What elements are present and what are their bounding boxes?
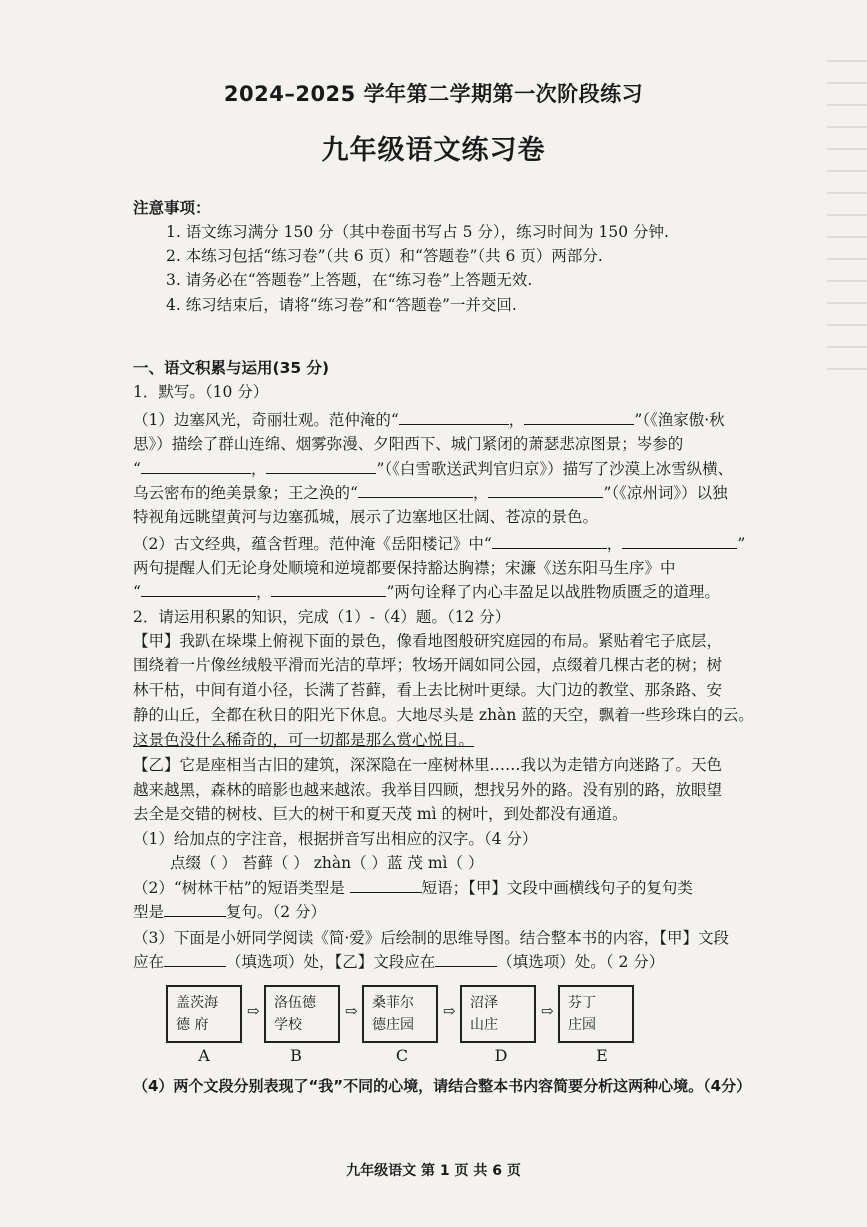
q1-p2-line3 [133, 580, 833, 604]
answer-blank[interactable] [524, 408, 634, 425]
passage-yi-line1: 【乙】它是座相当古旧的建筑，深深隐在一座树林里……我以为走错方向迷路了。天色 [133, 756, 723, 774]
answer-blank[interactable] [358, 481, 473, 498]
text: ， [250, 460, 267, 478]
q1-p1-line4 [133, 481, 833, 505]
notice-item-1: 1. 语文练习满分 150 分（其中卷面书写占 5 分），练习时间为 150 分钟. [166, 223, 669, 241]
text: “ [133, 583, 141, 601]
page-footer: 九年级语文 第 1 页 共 6 页 [346, 1163, 521, 1179]
arrow-right-icon: ⇨ [247, 1002, 260, 1020]
node-text: 盖茨海 [176, 995, 218, 1011]
text: ， [472, 484, 489, 502]
passage-jia-line2: 围绕着一片像丝绒般平滑而光洁的草坪；牧场开阔如同公园，点缀着几棵古老的树；树 [133, 656, 723, 674]
mind-map-label-d: D [494, 1046, 508, 1065]
passage-yi-line2: 越来越黑，森林的暗影也越来越浓。我举目四顾，想找另外的路。没有别的路，放眼望 [133, 781, 723, 799]
q1-p1-line3 [133, 457, 833, 481]
text: ”（《渔家傲·秋 [634, 411, 725, 429]
node-text: 山庄 [470, 1017, 498, 1033]
exam-title: 2024–2025 学年第二学期第一次阶段练习 [223, 82, 644, 106]
text: ” [737, 535, 746, 553]
mind-map-label-c: C [395, 1046, 409, 1065]
q1-p1-line2: 思》）描绘了群山连绵、烟雾弥漫、夕阳西下、城门紧闭的萧瑟悲凉图景；岑参的 [133, 435, 684, 453]
text: 型是 [133, 903, 165, 921]
q2-sub1-items: 点缀（ ） 苔藓（ ） zhàn（ ）蓝 茂 mì（ ） [170, 854, 484, 872]
node-text: 德庄园 [372, 1017, 414, 1033]
text: ， [255, 583, 272, 601]
node-text: 洛伍德 [274, 995, 316, 1011]
text: ”（《白雪歌送武判官归京》）描写了沙漠上冰雪纵横、 [376, 460, 734, 478]
text: ”（《凉州词》）以独 [603, 484, 728, 502]
q1-stem: 1．默写。（10 分） [133, 383, 269, 401]
answer-blank[interactable] [492, 532, 607, 549]
answer-blank[interactable] [622, 532, 737, 549]
exam-subtitle: 九年级语文练习卷 [321, 135, 546, 166]
mind-map-node-a [166, 985, 242, 1043]
passage-jia-line4: 静的山丘，全都在秋日的阳光下休息。大地尽头是 zhàn 蓝的天空，飘着一些珍珠白的云。 [133, 706, 754, 724]
mind-map-node-d [460, 985, 536, 1043]
node-text: 沼泽 [470, 995, 498, 1011]
answer-blank[interactable] [141, 457, 251, 474]
text: 短语；【甲】文段中画横线句子的复句类 [421, 879, 693, 897]
answer-blank[interactable] [164, 950, 226, 967]
q1-p1-line1 [133, 408, 833, 432]
answer-blank[interactable] [399, 408, 509, 425]
q2-sub2-line1 [133, 876, 833, 900]
node-text: 芬丁 [568, 995, 596, 1011]
text: 乌云密布的绝美景象；王之涣的“ [133, 484, 358, 502]
arrow-right-icon: ⇨ [443, 1002, 456, 1020]
q2-sub3-line2 [133, 950, 833, 974]
q2-stem: 2．请运用积累的知识，完成（1）-（4）题。（12 分） [133, 608, 511, 626]
q1-p2-line1 [133, 532, 833, 556]
text: ， [508, 411, 525, 429]
q2-sub1: （1）给加点的字注音，根据拼音写出相应的汉字。（4 分） [133, 830, 538, 848]
arrow-right-icon: ⇨ [541, 1002, 554, 1020]
mind-map-label-a: A [198, 1046, 210, 1065]
text: ”两句诠释了内心丰盈足以战胜物质匮乏的道理。 [386, 583, 720, 601]
node-text: 桑菲尔 [372, 995, 414, 1011]
answer-blank[interactable] [164, 900, 226, 917]
text: （填选项）处，【乙】文段应在 [226, 953, 436, 971]
mind-map-label-e: E [596, 1046, 608, 1065]
arrow-right-icon: ⇨ [345, 1002, 358, 1020]
text: （1）边塞风光，奇丽壮观。范仲淹的“ [133, 411, 399, 429]
answer-blank[interactable] [435, 950, 497, 967]
notice-item-3: 3. 请务必在“答题卷”上答题，在“练习卷”上答题无效. [166, 271, 533, 289]
mind-map-label-b: B [290, 1046, 302, 1065]
text: 应在 [133, 953, 165, 971]
answer-blank[interactable] [488, 481, 603, 498]
node-text: 德 府 [176, 1017, 209, 1033]
passage-jia-line3: 林干枯，中间有道小径，长满了苔藓，看上去比树叶更绿。大门边的教堂、那条路、安 [133, 681, 723, 699]
notice-heading: 注意事项： [133, 199, 211, 217]
answer-blank[interactable] [266, 457, 376, 474]
q2-sub2-line2 [133, 900, 833, 924]
q2-sub4: （4）两个文段分别表现了“我”不同的心境，请结合整本书内容简要分析这两种心境。（4分） [133, 1077, 752, 1095]
passage-yi-line3: 去全是交错的树枝、巨大的树干和夏天茂 mì 的树叶，到处都没有通道。 [133, 805, 628, 823]
q1-p2-line2: 两句提醒人们无论身处顺境和逆境都要保持豁达胸襟；宋濂《送东阳马生序》中 [133, 559, 676, 577]
section-heading: 一、语文积累与运用(35 分) [133, 359, 330, 377]
text: 复句。（2 分） [226, 903, 327, 921]
answer-blank[interactable] [141, 580, 256, 597]
passage-jia-line1: 【甲】我趴在垛堞上俯视下面的景色，像看地图般研究庭园的布局。紧贴着宅子底层， [133, 632, 723, 650]
mind-map-node-b [264, 985, 340, 1043]
text: （2）“树林干枯”的短语类型是 [133, 879, 350, 897]
answer-blank[interactable] [271, 580, 386, 597]
text: （填选项）处。（ 2 分） [497, 953, 665, 971]
q2-sub3-line1: （3）下面是小妍同学阅读《简·爱》后绘制的思维导图。结合整本书的内容，【甲】文段 [133, 929, 730, 947]
q1-p1-line5: 特视角远眺望黄河与边塞孤城，展示了边塞地区壮阔、苍凉的景色。 [133, 508, 599, 526]
notice-item-2: 2. 本练习包括“练习卷”（共 6 页）和“答题卷”（共 6 页）两部分. [166, 247, 603, 265]
mind-map-node-e [558, 985, 634, 1043]
node-text: 学校 [274, 1017, 302, 1033]
notice-item-4: 4. 练习结束后，请将“练习卷”和“答题卷”一并交回. [166, 296, 517, 314]
node-text: 庄园 [568, 1017, 596, 1033]
text: ， [606, 535, 623, 553]
mind-map [166, 985, 636, 1075]
answer-blank[interactable] [350, 876, 422, 893]
text: （2）古文经典，蕴含哲理。范仲淹《岳阳楼记》中“ [133, 535, 492, 553]
mind-map-node-c [362, 985, 438, 1043]
text: “ [133, 460, 141, 478]
passage-jia-line5: 这景色没什么稀奇的，可一切都是那么赏心悦目。 [133, 731, 475, 749]
